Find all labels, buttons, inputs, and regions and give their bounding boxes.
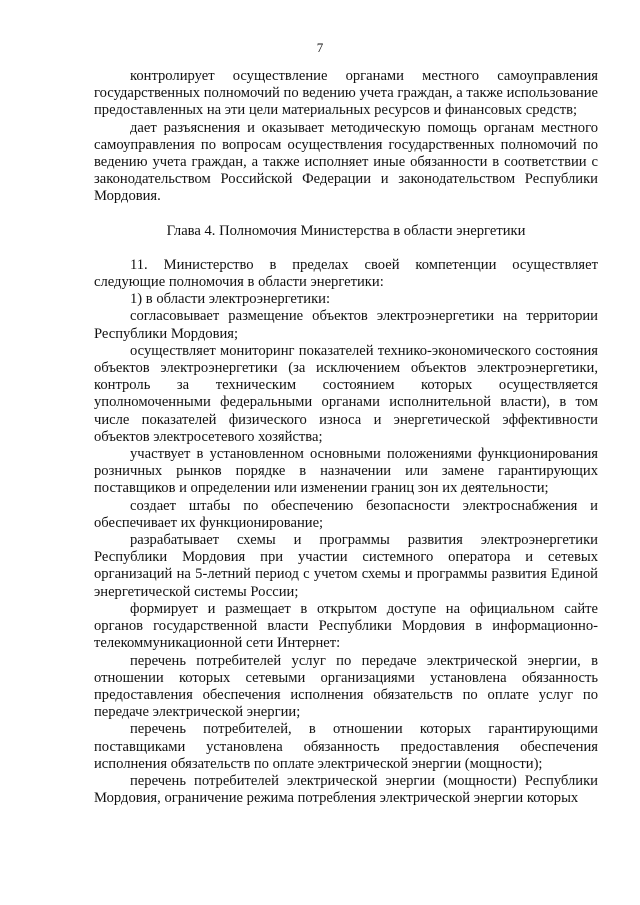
paragraph: дает разъяснения и оказывает методическую помощь органам местного самоуправления по вопросам осуществления государственных полномочий по ведению учета граждан, а также исполняет иные обязанности в соответствии с законодательством Российской Федерации и законодательством Республики Мордовия. <box>94 119 598 205</box>
document-body <box>94 68 598 807</box>
paragraph: создает штабы по обеспечению безопасности электроснабжения и обеспечивает их функционирование; <box>94 497 598 531</box>
paragraph: согласовывает размещение объектов электроэнергетики на территории Республики Мордовия; <box>94 308 598 342</box>
paragraph: осуществляет мониторинг показателей технико-экономического состояния объектов электроэнергетики (за исключением объектов электроэнергетики, контроль за техническим состоянием которых осуществляется уполномоченными федеральными органами исполнительной власти), в том числе показателей физического износа и энергетической эффективности объектов электросетевого хозяйства; <box>94 342 598 445</box>
paragraph: 1) в области электроэнергетики: <box>130 291 331 308</box>
paragraph: формирует и размещает в открытом доступе на официальном сайте органов государственной власти Республики Мордовия в информационно-телекоммуникационной сети Интернет: <box>94 600 598 652</box>
paragraph: перечень потребителей электрической энергии (мощности) Республики Мордовия, ограничение режима потребления электрической энергии которых <box>94 772 598 807</box>
page-number: 7 <box>316 40 324 55</box>
paragraph: участвует в установленном основными положениями функционирования розничных рынков порядке в назначении или замене гарантирующих поставщиков и определении или изменении границ зон их деятельности; <box>94 446 598 497</box>
chapter-heading: Глава 4. Полномочия Министерства в области энергетики <box>166 222 526 239</box>
paragraph: контролирует осуществление органами местного самоуправления государственных полномочий по ведению учета граждан, а также использование предоставленных на эти цели материальных ресурсов и финансовых средств; <box>94 68 598 119</box>
paragraph: перечень потребителей, в отношении которых гарантирующими поставщиками установлена обязанность предоставления обеспечения исполнения обязательств по оплате электрической энергии (мощности); <box>94 721 598 772</box>
paragraph: 11. Министерство в пределах своей компетенции осуществляет следующие полномочия в области энергетики: <box>94 256 598 291</box>
paragraph: разрабатывает схемы и программы развития электроэнергетики Республики Мордовия при участии системного оператора и сетевых организаций на 5-летний период с учетом схемы и программы развития Единой энергетической системы России; <box>94 532 598 600</box>
paragraph: перечень потребителей услуг по передаче электрической энергии, в отношении которых сетевыми организациями установлена обязанность предоставления обеспечения исполнения обязательств по оплате услуг по передаче электрической энергии; <box>94 652 598 721</box>
